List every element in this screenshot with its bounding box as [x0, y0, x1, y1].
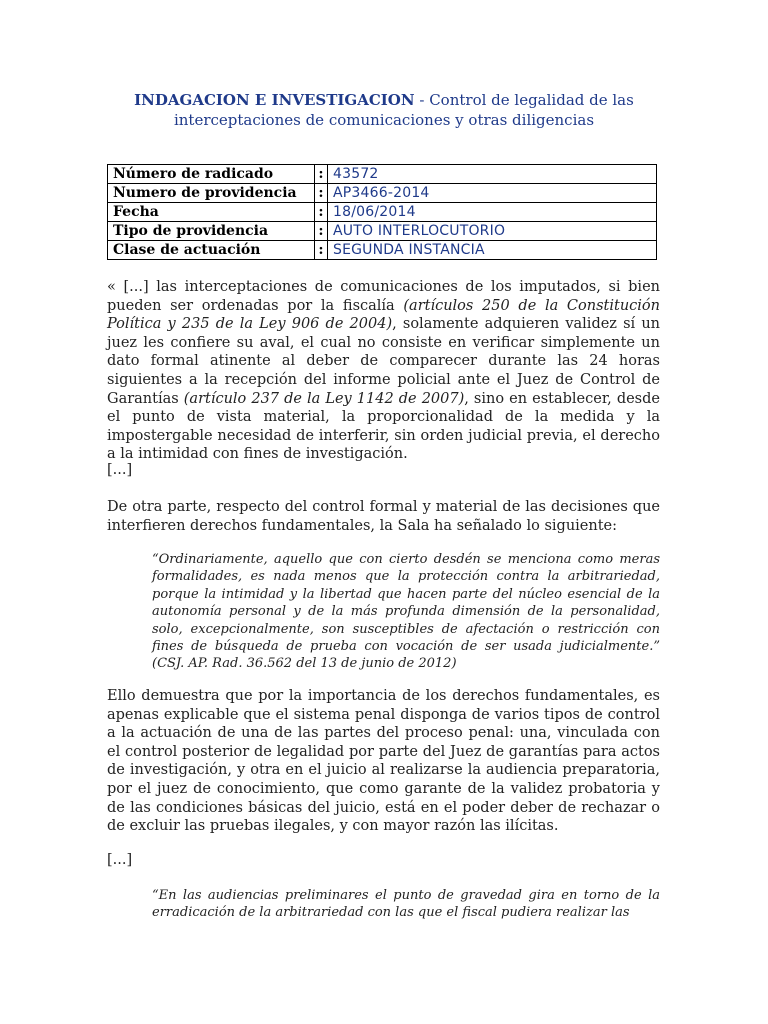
row-value: SEGUNDA INSTANCIA — [328, 241, 657, 260]
metadata-table — [107, 164, 657, 260]
row-separator: : — [315, 222, 328, 241]
p1-text-e: , sino en establecer, desde el punto de vista material, la proporcionalidad de la medida y la impostergable necesidad de interferir, sin orden judicial previa, el derecho a la intimidad con fines de investigación. — [107, 390, 660, 463]
paragraph-3: Ello demuestra que por la importancia de los derechos fundamentales, es apenas explicable que el sistema penal disponga de varios tipos de control a la actuación de una de las partes del proceso penal: una, vinculada con el control posterior de legalidad por parte del Juez de garantías para actos de investigación, y otra en el juicio al realizarse la audiencia preparatoria, por el juez de conocimiento, que como garante de la validez probatoria y de las condiciones básicas del juicio, está en el poder deber de rechazar o de excluir las pruebas ilegales, y con mayor razón las ilícitas. — [107, 688, 660, 835]
title-line-2: interceptaciones de comunicaciones y otras diligencias — [173, 111, 595, 129]
row-value: AUTO INTERLOCUTORIO — [328, 222, 657, 241]
p1-citation-1: (artículos 250 de la Constitución Política y 235 de la Ley 906 de 2004) — [107, 297, 660, 333]
table-row — [108, 222, 657, 241]
row-separator: : — [315, 165, 328, 184]
p1-citation-2: (artículo 237 de la Ley 1142 de 2007) — [183, 390, 465, 407]
table-row — [108, 165, 657, 184]
quote-2: “En las audiencias preliminares el punto de gravedad gira en torno de la erradicación de la arbitrariedad con las que el fiscal pudiera realizar las — [152, 888, 660, 921]
ellipsis-1: [...] — [107, 462, 133, 478]
row-value: 43572 — [328, 165, 657, 184]
p1-text-a: « [...] las interceptaciones de comunicaciones de los imputados, si bien pueden ser ordenadas por la fiscalía — [107, 279, 660, 314]
table-row — [108, 241, 657, 260]
row-label: Número de radicado — [108, 165, 315, 184]
quote-1: “Ordinariamente, aquello que con cierto desdén se menciona como meras formalidades, es nada menos que la protección contra la arbitrariedad, porque la intimidad y la libertad que hacen parte del núcleo esencial de la autonomía personal y de la más profunda dimensión de la personalidad, solo, excepcionalmente, son susceptibles de afectación o restricción con fines de búsqueda de prueba con vocación de ser usada judicialmente.” (CSJ. AP. Rad. 36.562 del 13 de junio de 2012) — [152, 552, 660, 672]
paragraph-2: De otra parte, respecto del control formal y material de las decisiones que interfieren derechos fundamentales, la Sala ha señalado lo siguiente: — [107, 499, 660, 534]
row-value: AP3466-2014 — [328, 184, 657, 203]
row-label: Clase de actuación — [108, 241, 315, 260]
title-bold: INDAGACION E INVESTIGACION — [134, 91, 415, 109]
paragraph-1 — [107, 278, 660, 464]
document-title — [100, 90, 668, 130]
title-rest: - Control de legalidad de las — [414, 91, 634, 109]
row-separator: : — [315, 241, 328, 260]
p1-text-c: , solamente adquieren validez sí un juez les confiere su aval, el cual no consiste en verificar simplemente un dato formal atinente al deber de comparecer durante las 24 horas siguientes a la recepción del informe policial ante el Juez de Control de Garantías — [107, 316, 661, 407]
row-label: Numero de providencia — [108, 184, 315, 203]
row-label: Fecha — [108, 203, 315, 222]
row-separator: : — [315, 203, 328, 222]
row-label: Tipo de providencia — [108, 222, 315, 241]
table-row — [108, 203, 657, 222]
row-value: 18/06/2014 — [328, 203, 657, 222]
ellipsis-2: [...] — [107, 852, 133, 868]
row-separator: : — [315, 184, 328, 203]
table-row — [108, 184, 657, 203]
